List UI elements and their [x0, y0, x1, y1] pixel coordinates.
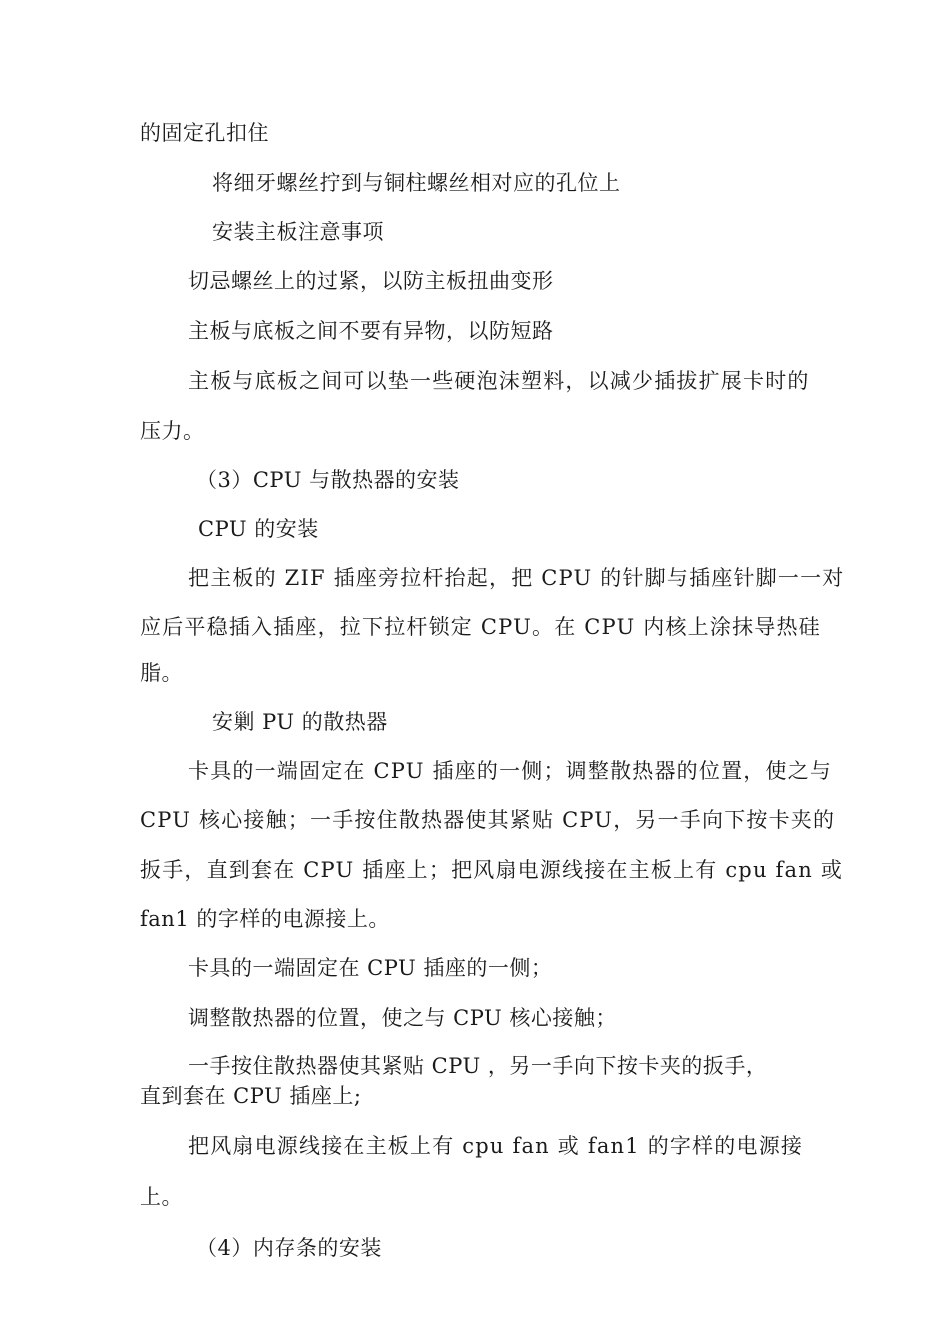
text-line: 脂。 [140, 661, 183, 685]
subsection-heading: 安剿 PU 的散热器 [212, 710, 388, 734]
subsection-heading: CPU 的安装 [198, 517, 319, 541]
section-heading: （4）内存条的安装 [196, 1236, 382, 1260]
text-line: 的固定孔扣住 [140, 121, 269, 145]
text-line: CPU 核心接触；一手按住散热器使其紧贴 CPU，另一手向下按卡夹的 [140, 808, 836, 832]
text-line: 压力。 [140, 419, 205, 443]
text-line: 直到套在 CPU 插座上; [140, 1084, 362, 1108]
text-line: 切忌螺丝上的过紧，以防主板扭曲变形 [188, 269, 554, 293]
text-line: 把风扇电源线接在主板上有 cpu fan 或 fan1 的字样的电源接 [188, 1134, 804, 1158]
section-heading: （3）CPU 与散热器的安装 [196, 468, 460, 492]
text-line: 调整散热器的位置，使之与 CPU 核心接触； [188, 1006, 617, 1030]
text-line: 将细牙螺丝拧到与铜柱螺丝相对应的孔位上 [212, 171, 621, 195]
text-line: fan1 的字样的电源接上。 [140, 907, 390, 931]
text-line: 卡具的一端固定在 CPU 插座的一侧；调整散热器的位置，使之与 [188, 759, 833, 783]
text-line: 上。 [140, 1185, 183, 1209]
text-line: 一手按住散热器使其紧贴 CPU ，另一手向下按卡夹的扳手， [188, 1054, 768, 1078]
text-line: 主板与底板之间可以垫一些硬泡沫塑料，以减少插拔扩展卡时的 [188, 369, 810, 393]
text-line: 主板与底板之间不要有异物，以防短路 [188, 319, 554, 343]
text-line: 把主板的 ZIF 插座旁拉杆抬起，把 CPU 的针脚与插座针脚一一对 [188, 566, 845, 590]
text-line: 应后平稳插入插座，拉下拉杆锁定 CPU。在 CPU 内核上涂抹导热硅 [140, 615, 821, 639]
section-heading: 安装主板注意事项 [212, 220, 384, 244]
text-line: 扳手，直到套在 CPU 插座上；把风扇电源线接在主板上有 cpu fan 或 [140, 858, 844, 882]
text-line: 卡具的一端固定在 CPU 插座的一侧； [188, 956, 553, 980]
